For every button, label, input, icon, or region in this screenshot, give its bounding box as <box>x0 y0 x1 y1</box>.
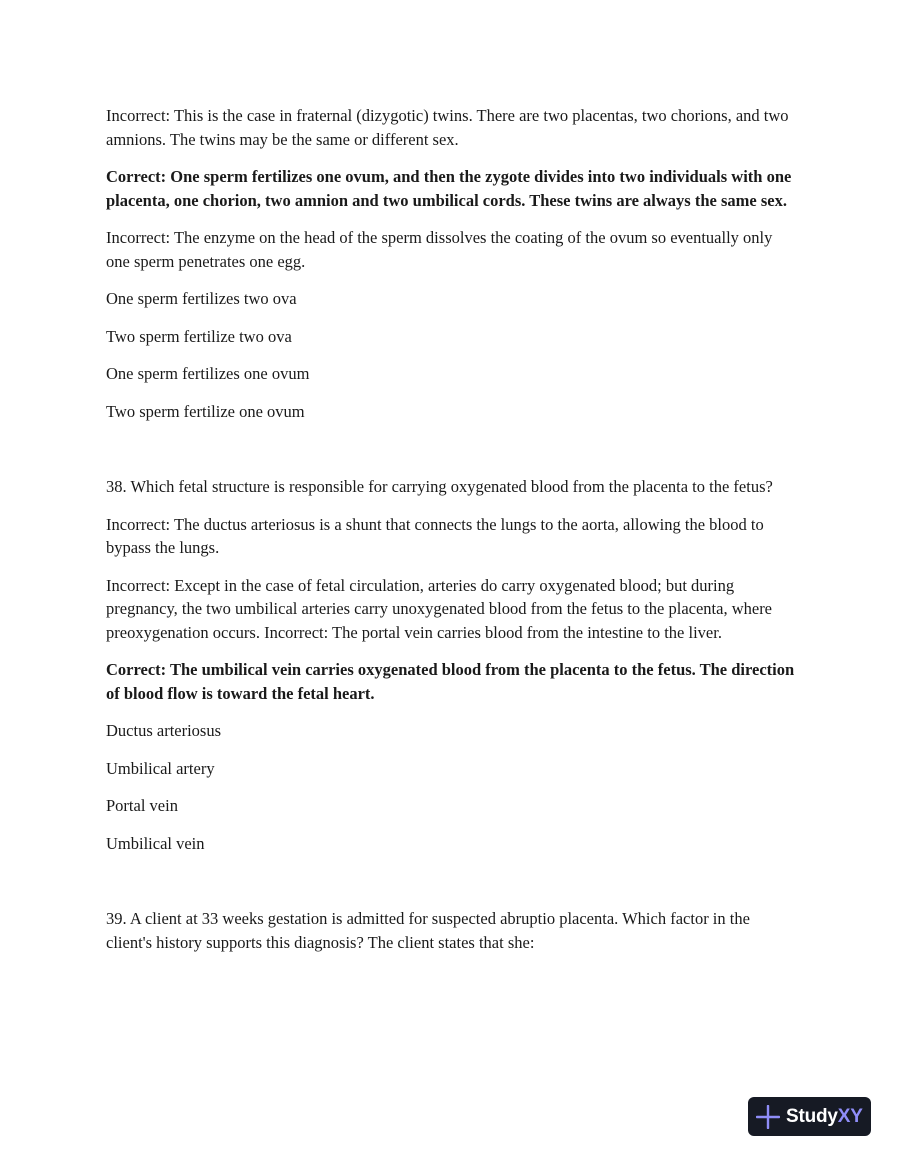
q37-option-2: Two sperm fertilize two ova <box>106 326 292 346</box>
q38-option-2: Umbilical artery <box>106 758 215 778</box>
q37-rationale-enzyme: Incorrect: The enzyme on the head of the sperm dissolves the coating of the ovum so eventually only one sperm penetrates one egg. <box>106 228 773 271</box>
q37-option-3: One sperm fertilizes one ovum <box>106 364 310 383</box>
brand-main: Study <box>786 1105 838 1127</box>
q37-option-1: One sperm fertilizes two ova <box>106 289 297 308</box>
question-spacer <box>106 869 796 907</box>
q38-rationale-arteries: Incorrect: Except in the case of fetal circulation, arteries do carry oxygenated blood; but during pregnancy, the two umbilical arteries carry unoxygenated blood from the fetus to the placenta, where preoxygenation occurs. Incorrect: The portal vein carries blood from the intestine to the liver. <box>106 575 773 642</box>
q39-question: 39. A client at 33 weeks gestation is admitted for suspected abruptio placenta. Which factor in the client's history supports this diagnosis? The client states that she: <box>106 909 750 952</box>
q38-option-1: Ductus arteriosus <box>106 721 222 740</box>
brand-accent: XY <box>837 1105 863 1127</box>
question-spacer <box>106 437 796 475</box>
studyxy-badge[interactable] <box>748 1097 871 1136</box>
q37-rationale-fraternal: Incorrect: This is the case in fraternal (dizygotic) twins. There are two placentas, two chorions, and two amnions. The twins may be the same or different sex. <box>106 106 789 149</box>
studyxy-logo-text <box>786 1106 863 1128</box>
q37-option-4: Two sperm fertilize one ovum <box>106 401 305 421</box>
q38-option-3: Portal vein <box>106 796 178 815</box>
document-page <box>106 104 796 968</box>
q38-rationale-correct: Correct: The umbilical vein carries oxygenated blood from the placenta to the fetus. The direction of blood flow is toward the fetal heart. <box>106 660 795 703</box>
q37-rationale-correct: Correct: One sperm fertilizes one ovum, and then the zygote divides into two individuals with one placenta, one chorion, two amnion and two umbilical cords. These twins are always the same sex. <box>106 167 792 210</box>
q38-question: 38. Which fetal structure is responsible for carrying oxygenated blood from the placenta to the fetus? <box>106 477 773 496</box>
plus-icon <box>756 1105 780 1129</box>
q38-rationale-ductus: Incorrect: The ductus arteriosus is a shunt that connects the lungs to the aorta, allowing the blood to bypass the lungs. <box>106 514 764 557</box>
q38-option-4: Umbilical vein <box>106 833 205 853</box>
